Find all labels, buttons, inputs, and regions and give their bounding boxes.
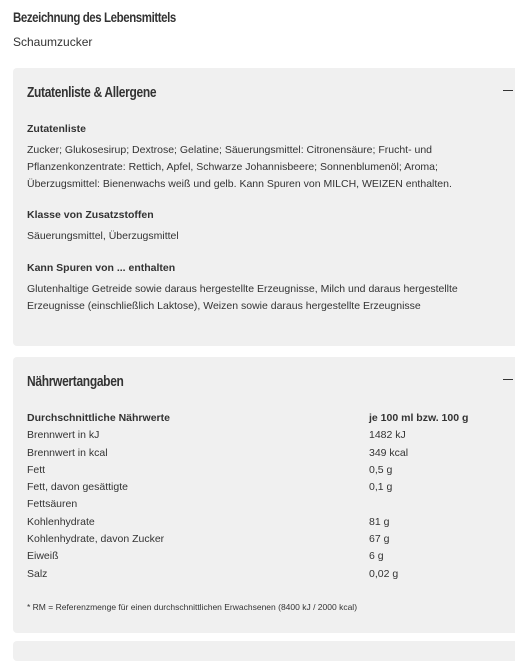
column-header-amount: je 100 ml bzw. 100 g — [369, 412, 469, 424]
product-title: Bezeichnung des Lebensmittels — [13, 9, 176, 25]
nutrient-name: Fett — [27, 463, 46, 476]
table-row — [27, 464, 497, 481]
traces-text: Glutenhaltige Getreide sowie daraus hergestellte Erzeugnisse, Milch und daraus hergestellte Erzeugnisse (einschließlich Laktose), Weizen sowie daraus hergestellte Erzeugnisse — [27, 283, 458, 312]
additives-class-heading: Klasse von Zusatzstoffen — [27, 209, 154, 221]
ingredients-allergens-heading[interactable]: Zutatenliste & Allergene — [27, 84, 157, 101]
nutrient-name: Fett, davon gesättigte — [27, 481, 128, 494]
nutrient-name: Eiweiß — [27, 550, 59, 563]
table-row — [27, 550, 497, 567]
reference-footnote: * RM = Referenzmenge für einen durchschnittlichen Erwachsenen (8400 kJ / 2000 kcal) — [27, 602, 358, 612]
next-panel — [13, 641, 515, 661]
table-row — [27, 516, 497, 533]
minus-icon[interactable] — [503, 375, 513, 385]
nutrient-name: Brennwert in kcal — [27, 446, 108, 459]
table-row — [27, 481, 497, 498]
column-header-nutrient: Durchschnittliche Nährwerte — [27, 412, 170, 424]
nutrient-value: 0,1 g — [369, 481, 393, 494]
nutrient-name: Kohlenhydrate — [27, 515, 95, 528]
traces-heading: Kann Spuren von ... enthalten — [27, 262, 176, 274]
nutrient-value: 349 kcal — [369, 446, 409, 459]
nutrient-value: 0,02 g — [369, 567, 399, 580]
nutrition-panel — [13, 357, 515, 633]
nutrient-name: Kohlenhydrate, davon Zucker — [27, 533, 165, 546]
ingredients-list-text: Zucker; Glukosesirup; Dextrose; Gelatine; Säuerungsmittel: Citronensäure; Frucht- und Pflanzenkonzentrate: Rettich, Apfel, Schwarze Johannisbeere; Sonnenblumenöl; Aroma; Überzugsmittel: Bienenwachs weiß und gelb. Kann Spuren von MILCH, WEIZEN enthalten. — [27, 144, 452, 190]
ingredients-list-heading: Zutatenliste — [27, 123, 86, 135]
table-header-row — [27, 412, 497, 429]
ingredients-allergens-panel — [13, 68, 515, 346]
nutrient-value: 0,5 g — [369, 463, 393, 476]
additives-class-text: Säuerungsmittel, Überzugsmittel — [27, 230, 179, 242]
minus-icon[interactable] — [503, 86, 513, 96]
table-row — [27, 447, 497, 464]
nutrient-value: 67 g — [369, 533, 390, 546]
table-row — [27, 498, 497, 515]
table-row — [27, 568, 497, 585]
nutrient-name: Fettsäuren — [27, 498, 78, 511]
nutrient-value: 81 g — [369, 515, 390, 528]
product-name: Schaumzucker — [13, 35, 93, 49]
nutrition-table — [27, 412, 497, 585]
nutrient-name: Brennwert in kJ — [27, 429, 100, 442]
nutrition-heading[interactable]: Nährwertangaben — [27, 373, 124, 390]
nutrient-value: 6 g — [369, 550, 384, 563]
table-row — [27, 533, 497, 550]
nutrient-value: 1482 kJ — [369, 429, 406, 442]
nutrient-name: Salz — [27, 567, 48, 580]
table-row — [27, 429, 497, 446]
